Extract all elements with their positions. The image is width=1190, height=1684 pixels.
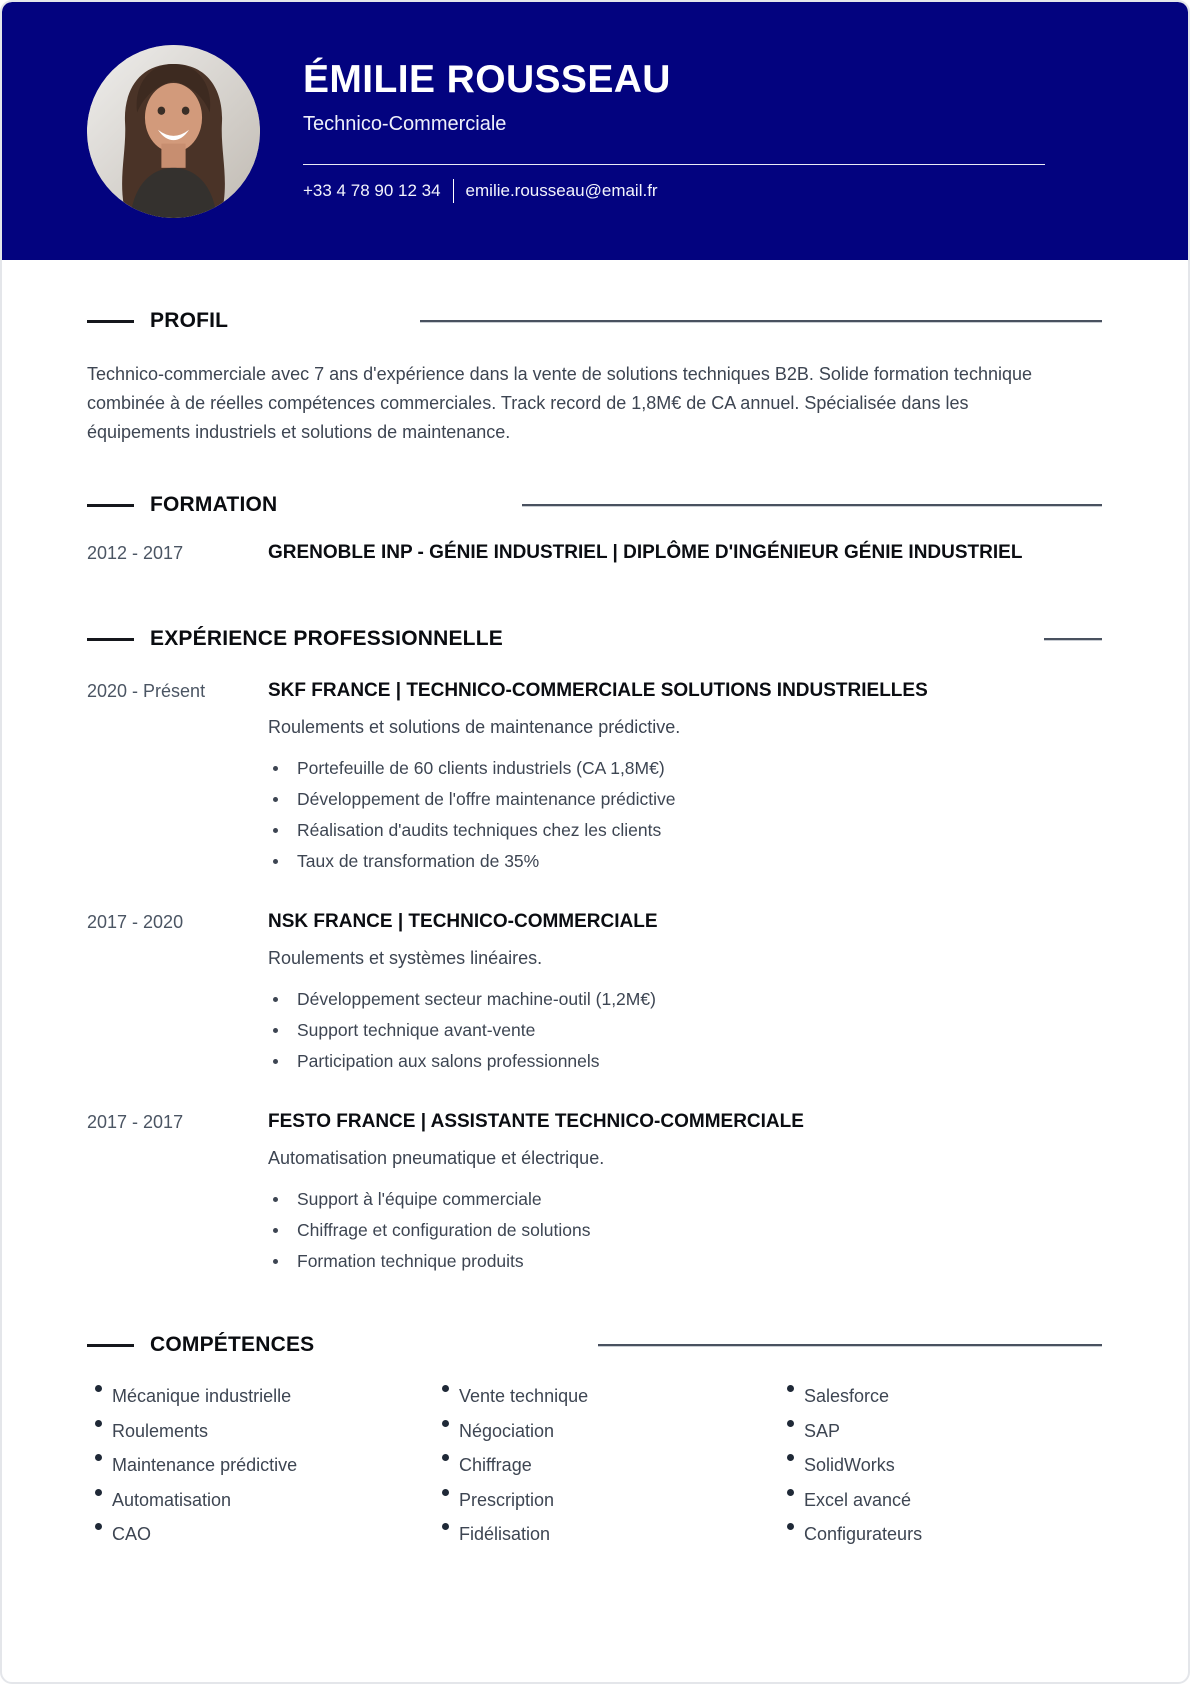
skill-item [779,1379,1102,1414]
bullet-icon [273,1259,278,1264]
bullet-icon [273,1197,278,1202]
skill-label: Automatisation [112,1489,232,1510]
header [2,2,1188,260]
experience-entry [87,909,1102,1077]
skill-label: Configurateurs [804,1524,923,1545]
bullet-icon [273,1028,278,1033]
portrait-illustration [87,45,260,218]
bullet-icon [273,997,278,1002]
job-bullet [268,784,928,815]
skill-label: Roulements [112,1420,209,1441]
job-bullet-text: Participation aux salons professionnels [297,1051,600,1071]
bullet-icon [273,1228,278,1233]
phone-number: +33 4 78 90 12 34 [303,181,441,200]
bullet-icon [95,1489,102,1496]
skill-item [434,1517,779,1552]
skill-label: Salesforce [804,1386,890,1406]
job-dates: 2017 - 2017 [87,1112,184,1132]
bullet-icon [787,1489,794,1496]
skill-item [87,1517,434,1552]
job-bullet-text: Chiffrage et configuration de solutions [297,1220,591,1240]
bullet-icon [273,1059,278,1064]
job-title: NSK FRANCE | TECHNICO-COMMERCIALE [268,911,658,932]
email-address: emilie.rousseau@email.fr [465,181,658,200]
job-bullet-list [268,1184,804,1277]
experience-entries [87,678,1102,1277]
bullet-icon [787,1420,794,1427]
bullet-icon [787,1454,794,1461]
job-title: SKF FRANCE | TECHNICO-COMMERCIALE SOLUTIONS INDUSTRIELLES [268,680,928,701]
section-title: EXPÉRIENCE PROFESSIONNELLE [150,627,503,650]
skill-item [434,1379,779,1414]
skills-column-1 [87,1379,434,1552]
section-heading-profil [87,308,1102,334]
section-heading-experience [87,626,1102,652]
skills-column-3 [779,1379,1102,1552]
skill-label: Vente technique [459,1386,589,1406]
section-competences [87,1332,1102,1552]
skill-item [87,1483,434,1518]
bullet-icon [787,1523,794,1530]
section-profil [87,308,1102,447]
contact-line [303,179,1045,203]
skill-item [87,1379,434,1414]
heading-dash-icon [87,320,134,323]
job-description: Roulements et solutions de maintenance prédictive. [268,717,681,737]
experience-entry [87,1109,1102,1277]
job-bullet [268,1015,658,1046]
header-text-block [303,2,1045,203]
section-heading-formation [87,492,1102,518]
skill-item [779,1414,1102,1449]
job-bullet [268,1184,804,1215]
job-bullet-text: Développement secteur machine-outil (1,2M€) [297,989,656,1009]
skill-item [434,1448,779,1483]
heading-dash-icon [87,504,134,507]
skills-column-2 [434,1379,779,1552]
job-bullet-text: Développement de l'offre maintenance prédictive [297,789,676,809]
job-title: FESTO FRANCE | ASSISTANTE TECHNICO-COMMERCIALE [268,1111,804,1132]
job-bullet-list [268,984,658,1077]
skill-label: SAP [804,1420,841,1441]
section-formation [87,492,1102,566]
education-title: GRENOBLE INP - GÉNIE INDUSTRIEL | DIPLÔME D'INGÉNIEUR GÉNIE INDUSTRIEL [268,542,1023,563]
job-bullet-text: Formation technique produits [297,1251,524,1271]
job-bullet [268,846,928,877]
bullet-icon [442,1385,449,1392]
section-heading-competences [87,1332,1102,1358]
education-dates: 2012 - 2017 [87,543,184,563]
header-divider [303,164,1045,165]
job-bullet-text: Taux de transformation de 35% [297,851,540,871]
job-body [268,678,928,877]
education-entry [87,540,1102,566]
heading-rule [522,504,1102,507]
job-bullet-list [268,753,928,877]
contact-separator-bar [453,179,454,203]
skill-label: CAO [112,1524,152,1545]
avatar [87,45,260,218]
heading-dash-icon [87,638,134,641]
bullet-icon [442,1420,449,1427]
job-description: Automatisation pneumatique et électrique. [268,1148,605,1168]
job-bullet [268,753,928,784]
job-bullet [268,984,658,1015]
skill-item [779,1517,1102,1552]
section-title: PROFIL [150,309,229,332]
job-bullet [268,1246,804,1277]
bullet-icon [787,1385,794,1392]
candidate-name: ÉMILIE ROUSSEAU [303,58,671,101]
experience-entry [87,678,1102,877]
candidate-job-title: Technico-Commerciale [303,113,507,135]
job-description: Roulements et systèmes linéaires. [268,948,543,968]
job-bullet-text: Support technique avant-vente [297,1020,536,1040]
profile-summary: Technico-commerciale avec 7 ans d'expérience dans la vente de solutions techniques B2B. Solide formation technique combinée à de réelles compétences commerciales. Track record de 1,8M€ de CA annuel. Spécialisée dans les équipements industriels et solutions de maintenance. [87,364,1032,442]
skill-label: SolidWorks [804,1455,895,1476]
skill-label: Fidélisation [459,1524,551,1545]
bullet-icon [95,1420,102,1427]
job-bullet [268,815,928,846]
bullet-icon [95,1454,102,1461]
section-experience [87,626,1102,1277]
skill-item [434,1483,779,1518]
cv-body [2,308,1188,1552]
bullet-icon [273,859,278,864]
skill-label: Excel avancé [804,1489,912,1510]
skill-item [87,1448,434,1483]
skill-label: Mécanique industrielle [112,1386,292,1406]
skill-item [779,1448,1102,1483]
job-bullet [268,1046,658,1077]
job-body [268,909,658,1077]
skill-label: Prescription [459,1489,555,1510]
job-bullet [268,1215,804,1246]
job-bullet-text: Portefeuille de 60 clients industriels (CA 1,8M€) [297,758,665,778]
job-body [268,1109,804,1277]
bullet-icon [442,1489,449,1496]
skills-grid [87,1379,1102,1552]
skill-item [434,1414,779,1449]
skill-label: Négociation [459,1420,555,1441]
job-dates: 2017 - 2020 [87,912,184,932]
heading-rule [598,1344,1102,1347]
heading-dash-icon [87,1344,134,1347]
skill-item [779,1483,1102,1518]
bullet-icon [95,1385,102,1392]
heading-rule [420,320,1102,323]
bullet-icon [95,1523,102,1530]
job-bullet-text: Réalisation d'audits techniques chez les clients [297,820,662,840]
skill-item [87,1414,434,1449]
bullet-icon [273,766,278,771]
skill-label: Chiffrage [459,1455,532,1476]
bullet-icon [442,1523,449,1530]
section-title: FORMATION [150,493,278,516]
bullet-icon [273,828,278,833]
job-bullet-text: Support à l'équipe commerciale [297,1189,542,1209]
bullet-icon [273,797,278,802]
heading-rule [1044,638,1102,641]
bullet-icon [442,1454,449,1461]
section-title: COMPÉTENCES [150,1333,315,1356]
job-dates: 2020 - Présent [87,681,206,701]
skill-label: Maintenance prédictive [112,1455,298,1476]
